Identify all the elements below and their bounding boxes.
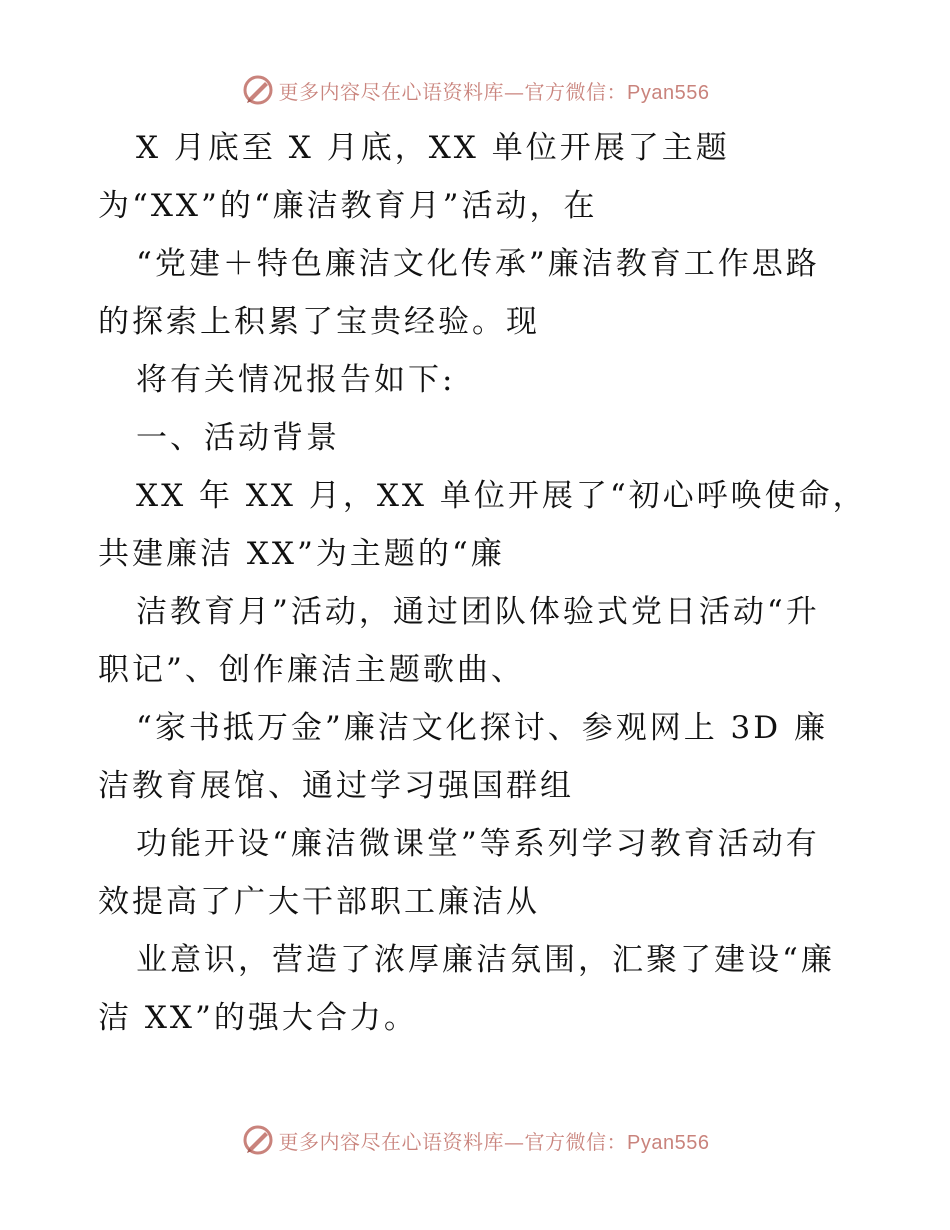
header-watermark (0, 70, 950, 110)
paragraph-line: 效提高了广大干部职工廉洁从 (98, 884, 540, 920)
paragraph-line: 洁教育月”活动，通过团队体验式党日活动“升 (136, 594, 820, 630)
paragraph-line: XX 年 XX 月，XX 单位开展了“初心呼唤使命， (136, 478, 867, 514)
watermark-wechat-id: Pyan556 (627, 1131, 710, 1154)
paragraph-line: 业意识，营造了浓厚廉洁氛围，汇聚了建设“廉 (136, 942, 835, 978)
watermark-wechat-id: Pyan556 (627, 81, 710, 104)
pen-seal-logo-icon (241, 73, 275, 107)
paragraph-line: “党建＋特色廉洁文化传承”廉洁教育工作思路 (136, 246, 820, 282)
watermark-text: 更多内容尽在心语资料库—官方微信： (278, 1129, 628, 1154)
pen-seal-logo-icon (241, 1123, 275, 1157)
paragraph-line: X 月底至 X 月底，XX 单位开展了主题 (136, 130, 730, 166)
paragraph-line: 功能开设“廉洁微课堂”等系列学习教育活动有 (136, 826, 820, 862)
paragraph-line: 职记”、创作廉洁主题歌曲、 (98, 652, 525, 688)
footer-watermark (0, 1120, 950, 1160)
paragraph-line: 洁 XX”的强大合力。 (98, 1000, 418, 1036)
paragraph-line: 将有关情况报告如下: (136, 362, 456, 398)
paragraph-line: 洁教育展馆、通过学习强国群组 (98, 768, 574, 804)
paragraph-line: 为“XX”的“廉洁教育月”活动，在 (98, 188, 598, 224)
paragraph-line: 共建廉洁 XX”为主题的“廉 (98, 536, 505, 572)
watermark-text: 更多内容尽在心语资料库—官方微信： (278, 79, 628, 104)
paragraph-line: 的探索上积累了宝贵经验。现 (98, 304, 540, 340)
paragraph-line: “家书抵万金”廉洁文化探讨、参观网上 3D 廉 (136, 710, 828, 746)
section-heading: 一、活动背景 (136, 420, 340, 456)
